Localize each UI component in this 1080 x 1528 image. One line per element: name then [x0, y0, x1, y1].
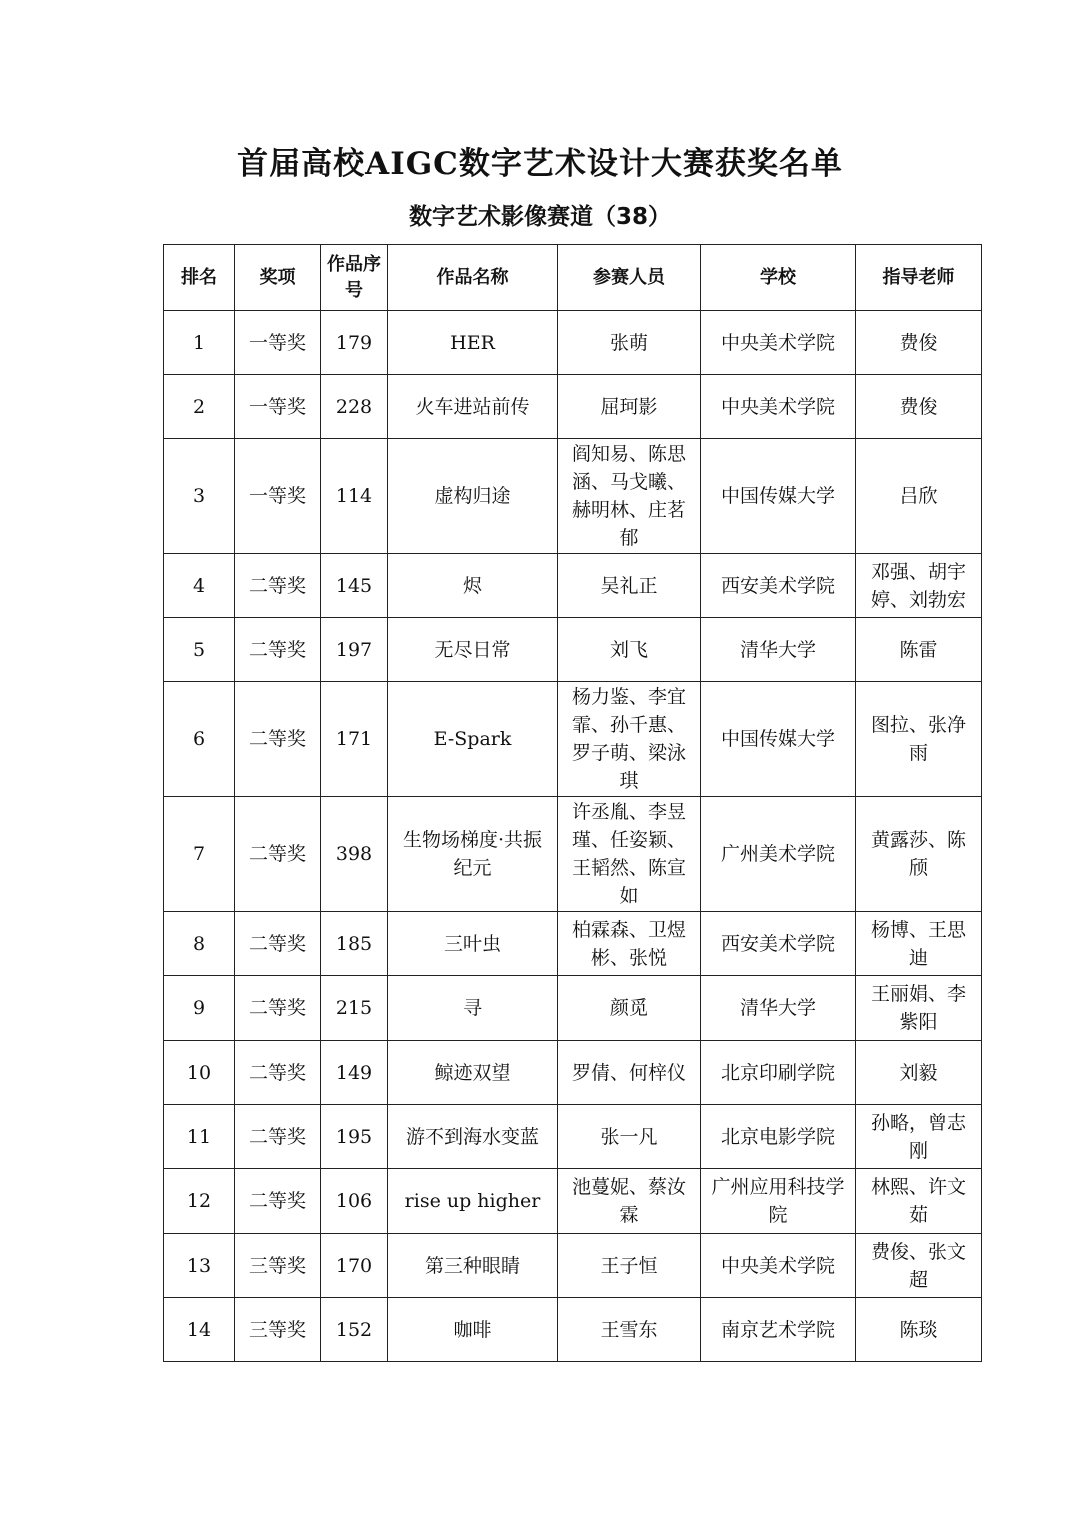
entry-number-cell: 185 [321, 912, 388, 976]
advisor-cell: 王丽娟、李紫阳 [856, 976, 982, 1041]
participants-cell: 张一凡 [558, 1105, 701, 1169]
rank-cell: 7 [164, 797, 235, 912]
rank-cell: 9 [164, 976, 235, 1041]
award-cell: 二等奖 [235, 912, 321, 976]
table-row [164, 797, 982, 912]
header-award: 奖项 [235, 245, 321, 311]
entry-number-cell: 215 [321, 976, 388, 1041]
rank-cell: 14 [164, 1298, 235, 1362]
participants-cell: 柏霖森、卫煜彬、张悦 [558, 912, 701, 976]
school-cell: 广州应用科技学院 [701, 1169, 856, 1234]
header-entry-number: 作品序号 [321, 245, 388, 311]
header-work-title: 作品名称 [388, 245, 558, 311]
table-row [164, 976, 982, 1041]
rank-cell: 13 [164, 1234, 235, 1298]
award-cell: 二等奖 [235, 976, 321, 1041]
award-cell: 三等奖 [235, 1234, 321, 1298]
entry-number-cell: 195 [321, 1105, 388, 1169]
entry-number-cell: 228 [321, 375, 388, 439]
school-cell: 清华大学 [701, 976, 856, 1041]
table-row [164, 1298, 982, 1362]
work-title-cell: 寻 [388, 976, 558, 1041]
award-cell: 二等奖 [235, 797, 321, 912]
participants-cell: 王子恒 [558, 1234, 701, 1298]
award-cell: 一等奖 [235, 439, 321, 554]
school-cell: 西安美术学院 [701, 554, 856, 618]
work-title-cell: 烬 [388, 554, 558, 618]
school-cell: 广州美术学院 [701, 797, 856, 912]
school-cell: 中央美术学院 [701, 375, 856, 439]
school-cell: 中国传媒大学 [701, 682, 856, 797]
participants-cell: 罗倩、何梓仪 [558, 1041, 701, 1105]
award-cell: 二等奖 [235, 554, 321, 618]
school-cell: 中央美术学院 [701, 311, 856, 375]
entry-number-cell: 170 [321, 1234, 388, 1298]
rank-cell: 2 [164, 375, 235, 439]
advisor-cell: 孙略，曾志刚 [856, 1105, 982, 1169]
entry-number-cell: 197 [321, 618, 388, 682]
participants-cell: 许丞胤、李昱瑾、任姿颖、王韬然、陈宣如 [558, 797, 701, 912]
school-cell: 清华大学 [701, 618, 856, 682]
school-cell: 中国传媒大学 [701, 439, 856, 554]
entry-number-cell: 152 [321, 1298, 388, 1362]
advisor-cell: 林熙、许文茹 [856, 1169, 982, 1234]
table-row [164, 1234, 982, 1298]
advisor-cell: 黄露莎、陈颀 [856, 797, 982, 912]
header-rank: 排名 [164, 245, 235, 311]
work-title-cell: 无尽日常 [388, 618, 558, 682]
participants-cell: 刘飞 [558, 618, 701, 682]
award-cell: 一等奖 [235, 375, 321, 439]
work-title-cell: 第三种眼睛 [388, 1234, 558, 1298]
work-title-cell: E-Spark [388, 682, 558, 797]
table-row [164, 375, 982, 439]
participants-cell: 吴礼正 [558, 554, 701, 618]
participants-cell: 屈珂影 [558, 375, 701, 439]
advisor-cell: 吕欣 [856, 439, 982, 554]
entry-number-cell: 145 [321, 554, 388, 618]
award-cell: 三等奖 [235, 1298, 321, 1362]
work-title-cell: 游不到海水变蓝 [388, 1105, 558, 1169]
work-title-cell: 生物场梯度·共振纪元 [388, 797, 558, 912]
entry-number-cell: 179 [321, 311, 388, 375]
participants-cell: 王雪东 [558, 1298, 701, 1362]
table-row [164, 439, 982, 554]
rank-cell: 8 [164, 912, 235, 976]
table-row [164, 1105, 982, 1169]
rank-cell: 4 [164, 554, 235, 618]
table-row [164, 682, 982, 797]
rank-cell: 11 [164, 1105, 235, 1169]
table-row [164, 311, 982, 375]
entry-number-cell: 149 [321, 1041, 388, 1105]
award-cell: 二等奖 [235, 1041, 321, 1105]
award-cell: 二等奖 [235, 618, 321, 682]
advisor-cell: 图拉、张净雨 [856, 682, 982, 797]
award-cell: 二等奖 [235, 1105, 321, 1169]
entry-number-cell: 114 [321, 439, 388, 554]
rank-cell: 3 [164, 439, 235, 554]
table-row [164, 554, 982, 618]
work-title-cell: 虚构归途 [388, 439, 558, 554]
table-row [164, 1169, 982, 1234]
participants-cell: 阎知易、陈思涵、马戈曦、赫明林、庄茗郁 [558, 439, 701, 554]
work-title-cell: HER [388, 311, 558, 375]
participants-cell: 张萌 [558, 311, 701, 375]
school-cell: 西安美术学院 [701, 912, 856, 976]
rank-cell: 5 [164, 618, 235, 682]
table-row [164, 912, 982, 976]
table-row [164, 618, 982, 682]
header-participants: 参赛人员 [558, 245, 701, 311]
school-cell: 北京电影学院 [701, 1105, 856, 1169]
rank-cell: 10 [164, 1041, 235, 1105]
rank-cell: 6 [164, 682, 235, 797]
school-cell: 中央美术学院 [701, 1234, 856, 1298]
participants-cell: 颜觅 [558, 976, 701, 1041]
entry-number-cell: 398 [321, 797, 388, 912]
participants-cell: 池蔓妮、蔡汝霖 [558, 1169, 701, 1234]
entry-number-cell: 106 [321, 1169, 388, 1234]
table-header-row [164, 245, 982, 311]
work-title-cell: 火车进站前传 [388, 375, 558, 439]
rank-cell: 12 [164, 1169, 235, 1234]
document-subtitle: 数字艺术影像赛道（38） [408, 204, 671, 230]
participants-cell: 杨力鉴、李宜霏、孙千惠、罗子萌、梁泳琪 [558, 682, 701, 797]
advisor-cell: 邓强、胡宇婷、刘勃宏 [856, 554, 982, 618]
table-body [164, 311, 982, 1362]
work-title-cell: 鲸迹双望 [388, 1041, 558, 1105]
document-title: 首届高校AIGC数字艺术设计大赛获奖名单 [237, 146, 843, 182]
rank-cell: 1 [164, 311, 235, 375]
award-cell: 二等奖 [235, 682, 321, 797]
advisor-cell: 刘毅 [856, 1041, 982, 1105]
advisor-cell: 陈雷 [856, 618, 982, 682]
advisor-cell: 杨博、王思迪 [856, 912, 982, 976]
advisor-cell: 费俊 [856, 375, 982, 439]
header-advisor: 指导老师 [856, 245, 982, 311]
table-row [164, 1041, 982, 1105]
advisor-cell: 费俊 [856, 311, 982, 375]
work-title-cell: rise up higher [388, 1169, 558, 1234]
entry-number-cell: 171 [321, 682, 388, 797]
award-cell: 一等奖 [235, 311, 321, 375]
work-title-cell: 三叶虫 [388, 912, 558, 976]
advisor-cell: 陈琰 [856, 1298, 982, 1362]
header-school: 学校 [701, 245, 856, 311]
award-cell: 二等奖 [235, 1169, 321, 1234]
school-cell: 南京艺术学院 [701, 1298, 856, 1362]
awards-table [163, 244, 982, 1362]
advisor-cell: 费俊、张文超 [856, 1234, 982, 1298]
work-title-cell: 咖啡 [388, 1298, 558, 1362]
school-cell: 北京印刷学院 [701, 1041, 856, 1105]
